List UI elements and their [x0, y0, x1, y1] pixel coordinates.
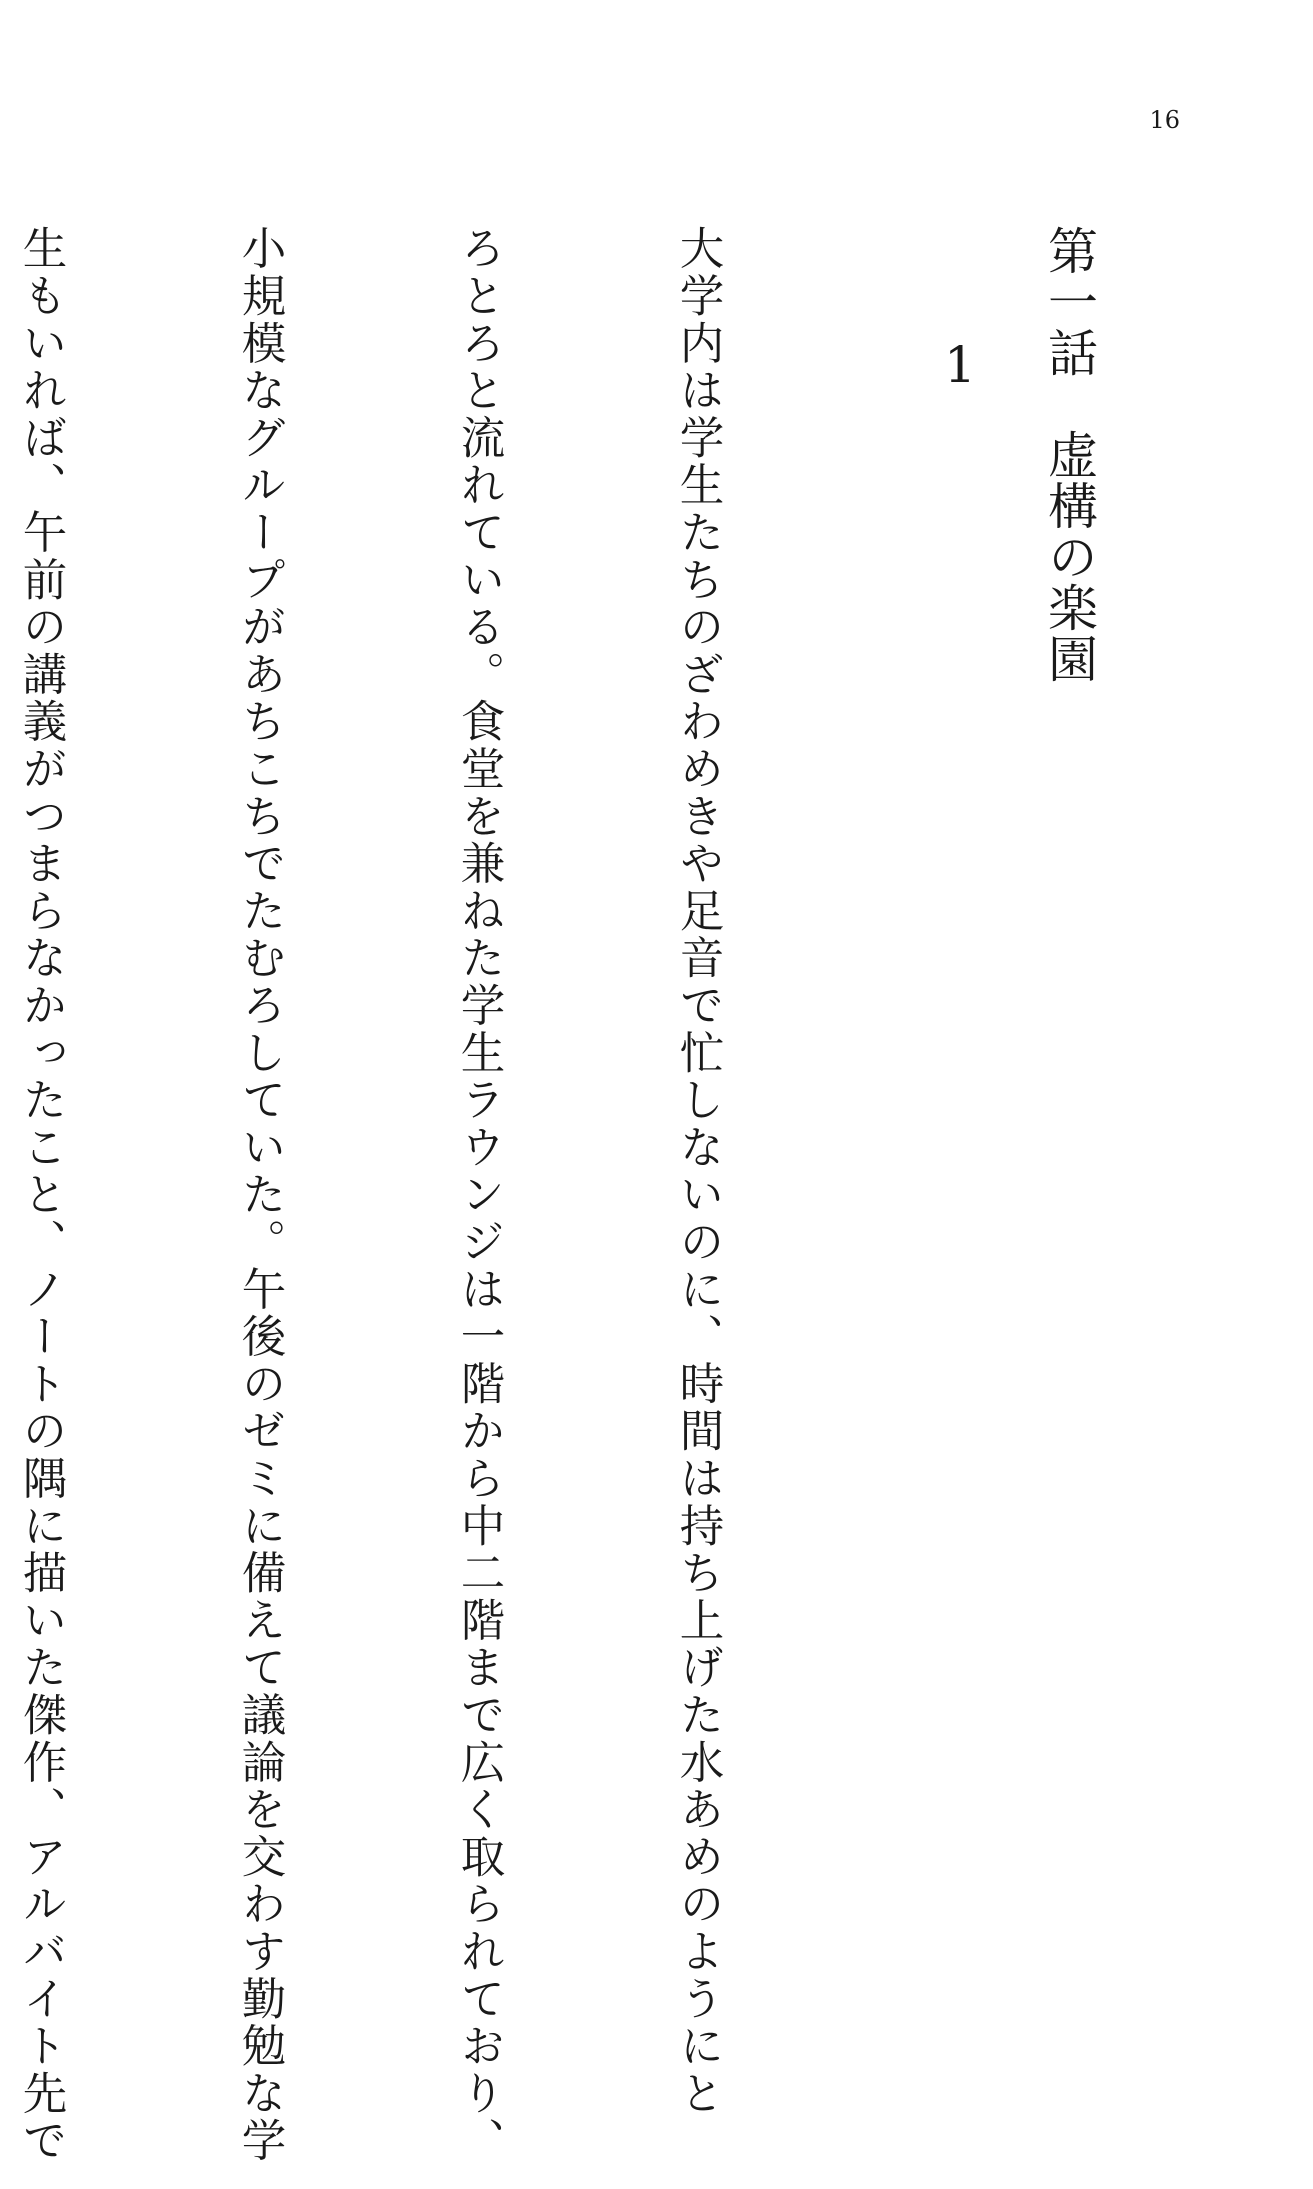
- body-text: [15, 225, 880, 2165]
- text-line: 小規模なグループがあちこちでたむろしていた。午後のゼミに備えて議論を交わす勤勉な学: [234, 225, 285, 2165]
- text-line: 大学内は学生たちのざわめきや足音で忙しないのに、時間は持ち上げた水あめのようにと: [672, 225, 723, 2117]
- page-number: 16: [1149, 106, 1180, 134]
- chapter-title: 第一話 虚構の楽園: [1040, 225, 1098, 684]
- text-line: ろとろと流れている。食堂を兼ねた学生ラウンジは一階から中二階まで広く取られており、: [453, 225, 504, 2165]
- text-line: 生もいれば、午前の講義がつまらなかったこと、ノートの隅に描いた傑作、アルバイト先で: [15, 225, 66, 2165]
- section-number: 1: [944, 336, 976, 394]
